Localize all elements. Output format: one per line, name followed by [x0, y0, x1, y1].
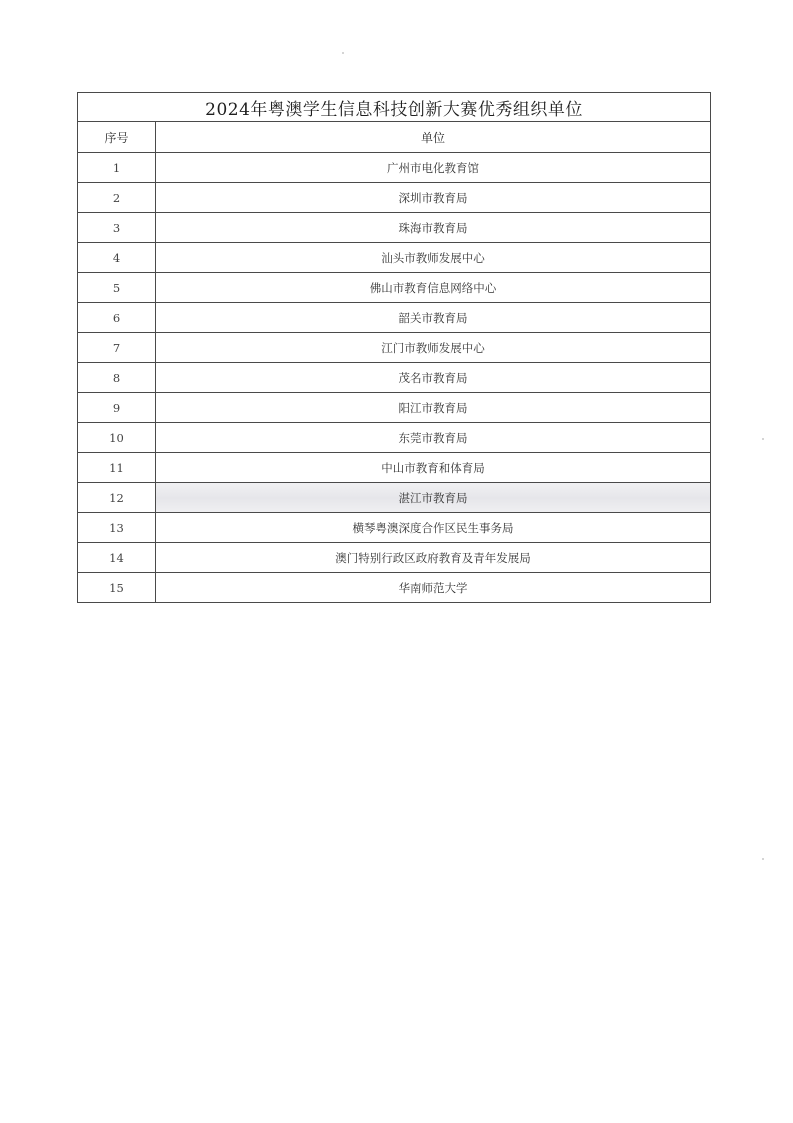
row-num: 2	[78, 183, 156, 213]
row-unit: 广州市电化教育馆	[156, 153, 711, 183]
row-num: 7	[78, 333, 156, 363]
row-num: 12	[78, 483, 156, 513]
table-row	[78, 273, 711, 303]
row-num: 1	[78, 153, 156, 183]
row-unit: 阳江市教育局	[156, 393, 711, 423]
row-num: 10	[78, 423, 156, 453]
table-row	[78, 363, 711, 393]
table-row	[78, 333, 711, 363]
row-num: 6	[78, 303, 156, 333]
row-unit: 汕头市教师发展中心	[156, 243, 711, 273]
row-num: 14	[78, 543, 156, 573]
document-sheet	[77, 92, 710, 603]
table-row	[78, 573, 711, 603]
row-unit: 韶关市教育局	[156, 303, 711, 333]
table-row	[78, 213, 711, 243]
table-row	[78, 483, 711, 513]
organizer-table	[77, 92, 711, 603]
table-row	[78, 453, 711, 483]
table-row	[78, 393, 711, 423]
scan-speck	[762, 438, 764, 440]
table-row	[78, 243, 711, 273]
row-unit: 珠海市教育局	[156, 213, 711, 243]
row-num: 11	[78, 453, 156, 483]
row-unit: 东莞市教育局	[156, 423, 711, 453]
row-unit: 湛江市教育局	[156, 483, 711, 513]
row-unit: 佛山市教育信息网络中心	[156, 273, 711, 303]
row-num: 3	[78, 213, 156, 243]
row-unit: 茂名市教育局	[156, 363, 711, 393]
header-row	[78, 122, 711, 153]
title-row	[78, 93, 711, 122]
table-row	[78, 513, 711, 543]
scan-speck	[342, 52, 344, 54]
row-unit: 横琴粤澳深度合作区民生事务局	[156, 513, 711, 543]
table-row	[78, 543, 711, 573]
table-row	[78, 183, 711, 213]
row-num: 9	[78, 393, 156, 423]
row-num: 8	[78, 363, 156, 393]
row-num: 13	[78, 513, 156, 543]
row-num: 5	[78, 273, 156, 303]
row-num: 4	[78, 243, 156, 273]
table-row	[78, 423, 711, 453]
table-title: 2024年粤澳学生信息科技创新大赛优秀组织单位	[78, 93, 711, 122]
scan-speck	[762, 858, 764, 860]
table-row	[78, 303, 711, 333]
row-unit: 中山市教育和体育局	[156, 453, 711, 483]
row-unit: 江门市教师发展中心	[156, 333, 711, 363]
header-unit: 单位	[156, 122, 711, 153]
row-unit: 华南师范大学	[156, 573, 711, 603]
table-row	[78, 153, 711, 183]
row-unit: 澳门特别行政区政府教育及青年发展局	[156, 543, 711, 573]
row-num: 15	[78, 573, 156, 603]
header-num: 序号	[78, 122, 156, 153]
row-unit: 深圳市教育局	[156, 183, 711, 213]
